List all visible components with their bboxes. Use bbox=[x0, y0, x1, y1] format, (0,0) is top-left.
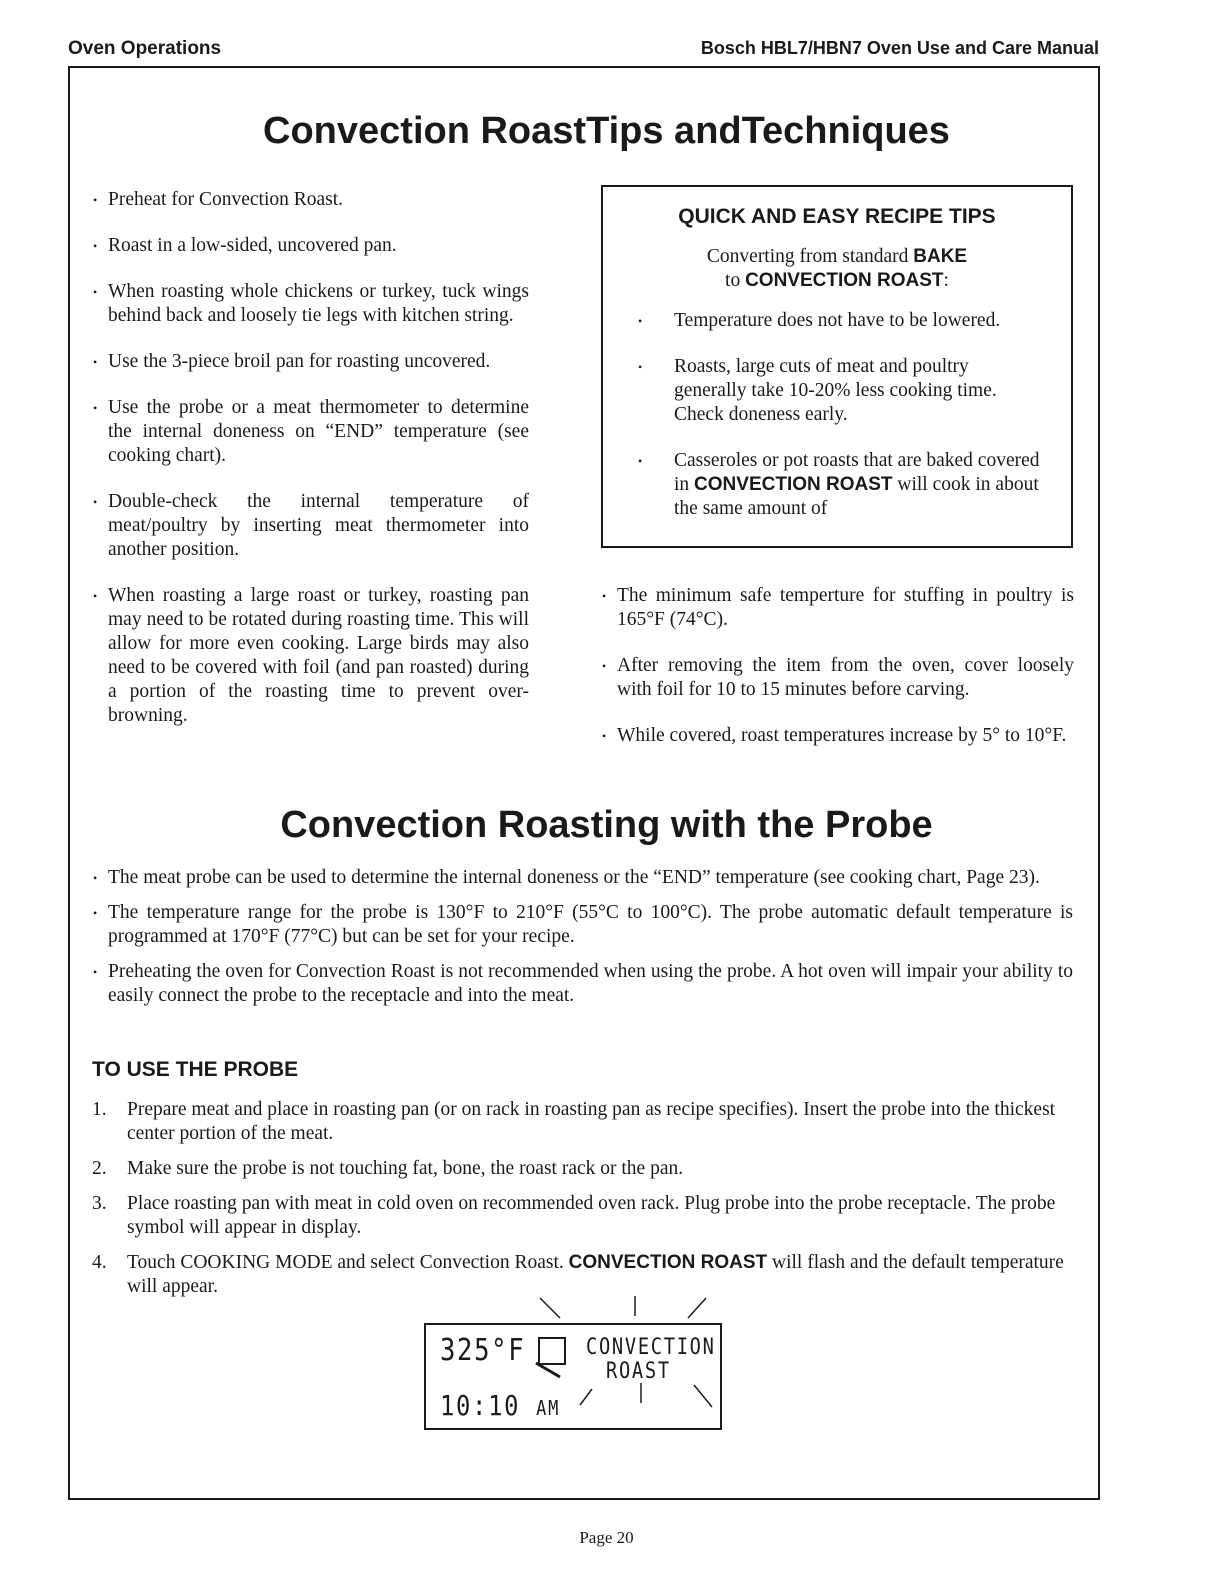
list-item: • Double-check the internal temperature of meat/poultry by inserting meat thermometer into another position. bbox=[73, 490, 529, 562]
step-item bbox=[92, 1098, 1074, 1146]
flash-lines-bottom-icon bbox=[530, 1361, 720, 1421]
display-mode-line2: ROAST bbox=[606, 1359, 671, 1384]
probe-steps bbox=[92, 1098, 1074, 1310]
display-temperature: 325°F bbox=[440, 1333, 526, 1368]
step-number: 1. bbox=[92, 1099, 107, 1120]
time-value: 10:10 bbox=[440, 1389, 521, 1422]
step-number: 4. bbox=[92, 1252, 107, 1273]
sub-text: : bbox=[943, 270, 949, 291]
list-item: • The meat probe can be used to determine the internal doneness or the “END” temperature (see cooking chart, Page 23). bbox=[73, 866, 1073, 890]
step-bold: CONVECTION ROAST bbox=[568, 1252, 768, 1273]
header-section: Oven Operations bbox=[68, 38, 222, 59]
step-number: 2. bbox=[92, 1158, 107, 1179]
list-item: • While covered, roast temperatures increase by 5° to 10°F. bbox=[582, 724, 1074, 748]
header-manual-title: Bosch HBL7/HBN7 Oven Use and Care Manual bbox=[700, 38, 1099, 58]
sub-text: to bbox=[725, 270, 741, 291]
list-item: • The temperature range for the probe is 130°F to 210°F (55°C to 100°C). The probe automatic default temperature is programmed at 170°F (77°C) but can be set for your recipe. bbox=[73, 901, 1073, 949]
list-item: • Use the probe or a meat thermometer to determine the internal doneness on “END” temperature (see cooking chart). bbox=[73, 396, 529, 468]
list-item: • Temperature does not have to be lowered. bbox=[606, 309, 1040, 333]
list-item: • The minimum safe temperture for stuffing in poultry is 165°F (74°C). bbox=[582, 584, 1074, 632]
display-mode-line1: CONVECTION bbox=[586, 1335, 716, 1360]
sub-text: Converting from standard bbox=[706, 246, 909, 267]
item-bold: CONVECTION ROAST bbox=[694, 474, 893, 495]
step-text: Prepare meat and place in roasting pan (or on rack in roasting pan as recipe specifies). Insert the probe into the thickest center portion of the meat. bbox=[127, 1099, 1056, 1144]
ampm-value: AM bbox=[536, 1396, 561, 1420]
step-item bbox=[92, 1157, 1074, 1181]
recipe-box-list bbox=[606, 309, 1040, 543]
step-text: Place roasting pan with meat in cold oven on recommended oven rack. Plug probe into the probe receptacle. The probe symbol will appear in display. bbox=[127, 1193, 1056, 1238]
step-text: Touch COOKING MODE and select Convection Roast. bbox=[127, 1252, 564, 1273]
step-number: 3. bbox=[92, 1193, 107, 1214]
item-text: Casseroles or pot roasts that are baked covered in bbox=[674, 450, 1040, 495]
list-item: • Preheat for Convection Roast. bbox=[73, 188, 529, 212]
sub-bold: BAKE bbox=[913, 246, 968, 267]
list-item: • Use the 3-piece broil pan for roasting uncovered. bbox=[73, 350, 529, 374]
sub-bold: CONVECTION ROAST bbox=[745, 270, 944, 291]
tips-right-list bbox=[582, 584, 1074, 770]
flash-lines-top-icon bbox=[530, 1292, 730, 1324]
list-item: • When roasting a large roast or turkey, roasting pan may need to be rotated during roasting time. This will allow for more even cooking. Large birds may also need to be covered with foil (and pan roasted) during a portion of the roasting time to prevent over-browning. bbox=[73, 584, 529, 728]
recipe-tips-box bbox=[601, 185, 1073, 548]
list-item: • Roast in a low-sided, uncovered pan. bbox=[73, 234, 529, 258]
page-number: Page 20 bbox=[579, 1528, 634, 1547]
list-item: • Preheating the oven for Convection Roast is not recommended when using the probe. A hot oven will impair your ability to easily connect the probe to the receptacle and into the meat. bbox=[73, 960, 1073, 1008]
step-text: will flash and the default temperature will appear. bbox=[127, 1252, 1064, 1297]
list-item bbox=[606, 449, 1040, 521]
item-text: will cook in about the same amount of bbox=[674, 474, 1039, 519]
steps-heading: TO USE THE PROBE bbox=[92, 1058, 299, 1081]
list-item: • Roasts, large cuts of meat and poultry generally take 10-20% less cooking time. Check doneness early. bbox=[606, 355, 1040, 427]
probe-list bbox=[73, 866, 1073, 1019]
recipe-box-subtitle bbox=[603, 245, 1071, 293]
step-item bbox=[92, 1192, 1074, 1240]
tips-title: Convection RoastTips andTechniques bbox=[263, 110, 950, 152]
probe-title: Convection Roasting with the Probe bbox=[280, 804, 933, 846]
list-item: • When roasting whole chickens or turkey, tuck wings behind back and loosely tie legs with kitchen string. bbox=[73, 280, 529, 328]
oven-display bbox=[424, 1323, 722, 1430]
step-text: Make sure the probe is not touching fat, bone, the roast rack or the pan. bbox=[127, 1158, 684, 1179]
list-item: • After removing the item from the oven, cover loosely with foil for 10 to 15 minutes before carving. bbox=[582, 654, 1074, 702]
tips-left-list bbox=[73, 188, 529, 750]
recipe-box-title: QUICK AND EASY RECIPE TIPS bbox=[678, 205, 996, 228]
